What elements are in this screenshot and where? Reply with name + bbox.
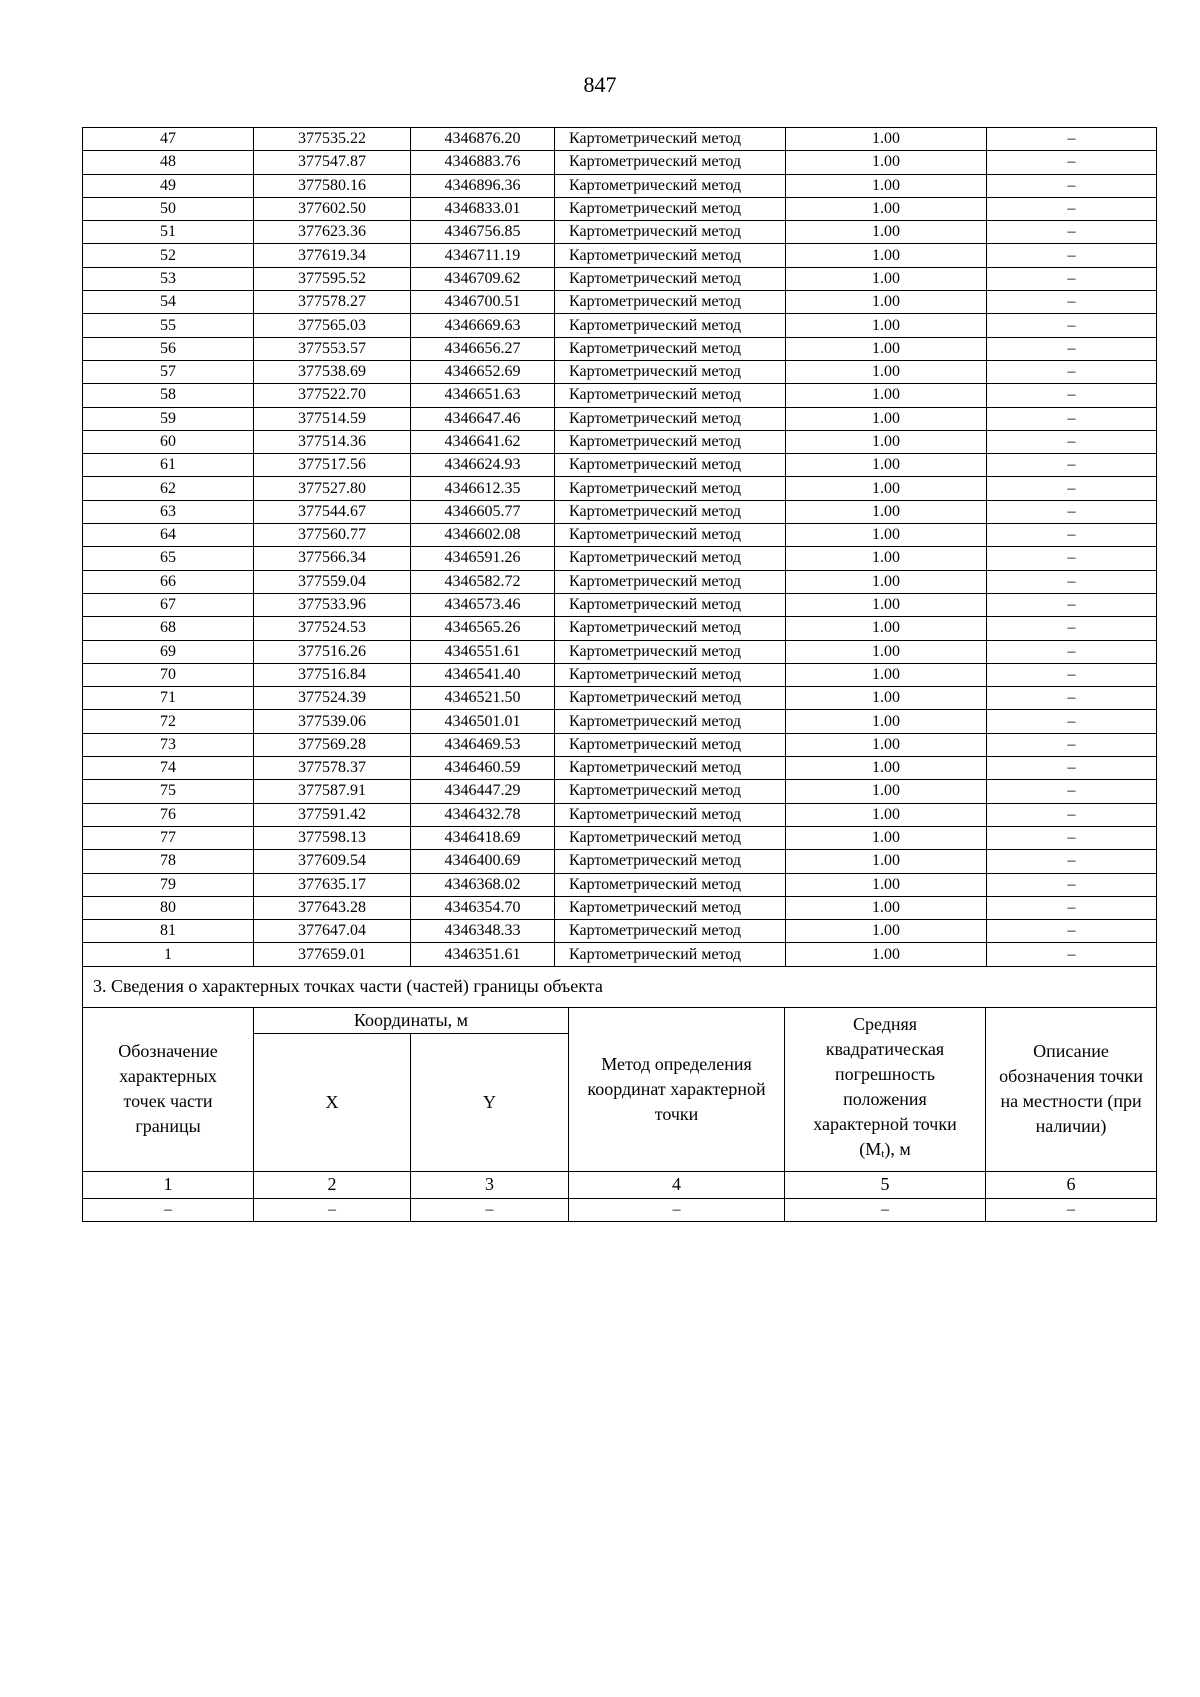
y-coordinate-cell: 4346400.69 [411, 850, 555, 873]
error-cell: 1.00 [786, 920, 987, 943]
table-row [83, 267, 1157, 290]
table-row [83, 617, 1157, 640]
table-row [83, 850, 1157, 873]
table-row [83, 593, 1157, 616]
table-row [83, 430, 1157, 453]
method-cell: Картометрический метод [555, 477, 786, 500]
method-cell: Картометрический метод [555, 547, 786, 570]
error-cell: 1.00 [786, 896, 987, 919]
header-description: Описание обозначения точки на местности (при наличии) [986, 1007, 1157, 1171]
method-cell: Картометрический метод [555, 360, 786, 383]
header-method: Метод определения координат характерной точки [569, 1007, 785, 1171]
description-cell: – [987, 291, 1157, 314]
x-coordinate-cell: 377598.13 [254, 826, 411, 849]
error-cell: 1.00 [786, 617, 987, 640]
description-cell: – [987, 174, 1157, 197]
method-cell: Картометрический метод [555, 826, 786, 849]
point-number-cell: 76 [83, 803, 254, 826]
table-row [83, 896, 1157, 919]
points-table [82, 127, 1157, 967]
y-coordinate-cell: 4346651.63 [411, 384, 555, 407]
table-row [83, 943, 1157, 966]
y-coordinate-cell: 4346460.59 [411, 757, 555, 780]
description-cell: – [987, 826, 1157, 849]
method-cell: Картометрический метод [555, 174, 786, 197]
error-cell: 1.00 [786, 757, 987, 780]
table-row [83, 640, 1157, 663]
error-cell: 1.00 [786, 454, 987, 477]
x-coordinate-cell: 377647.04 [254, 920, 411, 943]
x-coordinate-cell: 377553.57 [254, 337, 411, 360]
point-number-cell: 61 [83, 454, 254, 477]
y-coordinate-cell: 4346624.93 [411, 454, 555, 477]
error-cell: 1.00 [786, 780, 987, 803]
table-row [83, 291, 1157, 314]
method-cell: Картометрический метод [555, 407, 786, 430]
point-number-cell: 56 [83, 337, 254, 360]
description-cell: – [987, 128, 1157, 151]
description-cell: – [987, 314, 1157, 337]
empty-row [83, 1198, 1157, 1221]
section3-table [82, 967, 1157, 1222]
description-cell: – [987, 570, 1157, 593]
header-error-label: Средняя квадратическая погрешность положения характерной точки (M [813, 1013, 957, 1159]
method-cell: Картометрический метод [555, 920, 786, 943]
point-number-cell: 63 [83, 500, 254, 523]
section3-title: 3. Сведения о характерных точках части (частей) границы объекта [83, 967, 1157, 1008]
method-cell: Картометрический метод [555, 570, 786, 593]
method-cell: Картометрический метод [555, 757, 786, 780]
x-coordinate-cell: 377578.37 [254, 757, 411, 780]
point-number-cell: 59 [83, 407, 254, 430]
error-cell: 1.00 [786, 663, 987, 686]
description-cell: – [987, 360, 1157, 383]
header-error-unit: ), м [884, 1138, 911, 1159]
point-number-cell: 75 [83, 780, 254, 803]
header-coordinates: Координаты, м [254, 1007, 569, 1033]
empty-cell: – [785, 1198, 986, 1221]
error-cell: 1.00 [786, 570, 987, 593]
y-coordinate-cell: 4346833.01 [411, 197, 555, 220]
x-coordinate-cell: 377514.59 [254, 407, 411, 430]
point-number-cell: 1 [83, 943, 254, 966]
header-error-subscript: t [881, 1147, 885, 1160]
method-cell: Картометрический метод [555, 687, 786, 710]
method-cell: Картометрический метод [555, 197, 786, 220]
x-coordinate-cell: 377516.84 [254, 663, 411, 686]
error-cell: 1.00 [786, 197, 987, 220]
description-cell: – [987, 617, 1157, 640]
point-number-cell: 74 [83, 757, 254, 780]
table-row [83, 710, 1157, 733]
description-cell: – [987, 500, 1157, 523]
table-row [83, 314, 1157, 337]
method-cell: Картометрический метод [555, 384, 786, 407]
header-error [785, 1007, 986, 1171]
error-cell: 1.00 [786, 430, 987, 453]
x-coordinate-cell: 377535.22 [254, 128, 411, 151]
table-row [83, 757, 1157, 780]
error-cell: 1.00 [786, 500, 987, 523]
x-coordinate-cell: 377539.06 [254, 710, 411, 733]
x-coordinate-cell: 377517.56 [254, 454, 411, 477]
y-coordinate-cell: 4346551.61 [411, 640, 555, 663]
x-coordinate-cell: 377560.77 [254, 524, 411, 547]
description-cell: – [987, 197, 1157, 220]
table-row [83, 454, 1157, 477]
table-row [83, 500, 1157, 523]
x-coordinate-cell: 377580.16 [254, 174, 411, 197]
empty-cell: – [83, 1198, 254, 1221]
x-coordinate-cell: 377595.52 [254, 267, 411, 290]
method-cell: Картометрический метод [555, 593, 786, 616]
x-coordinate-cell: 377643.28 [254, 896, 411, 919]
y-coordinate-cell: 4346605.77 [411, 500, 555, 523]
y-coordinate-cell: 4346354.70 [411, 896, 555, 919]
point-number-cell: 67 [83, 593, 254, 616]
description-cell: – [987, 757, 1157, 780]
table-row [83, 337, 1157, 360]
point-number-cell: 71 [83, 687, 254, 710]
table-row [83, 197, 1157, 220]
method-cell: Картометрический метод [555, 896, 786, 919]
table-row [83, 128, 1157, 151]
header-designation: Обозначение характерных точек части границы [83, 1007, 254, 1171]
error-cell: 1.00 [786, 803, 987, 826]
method-cell: Картометрический метод [555, 663, 786, 686]
method-cell: Картометрический метод [555, 500, 786, 523]
point-number-cell: 55 [83, 314, 254, 337]
y-coordinate-cell: 4346469.53 [411, 733, 555, 756]
column-number: 1 [83, 1171, 254, 1198]
y-coordinate-cell: 4346709.62 [411, 267, 555, 290]
table-row [83, 570, 1157, 593]
description-cell: – [987, 640, 1157, 663]
description-cell: – [987, 687, 1157, 710]
method-cell: Картометрический метод [555, 873, 786, 896]
header-y: Y [411, 1034, 569, 1172]
description-cell: – [987, 803, 1157, 826]
error-cell: 1.00 [786, 593, 987, 616]
column-number: 5 [785, 1171, 986, 1198]
x-coordinate-cell: 377522.70 [254, 384, 411, 407]
point-number-cell: 77 [83, 826, 254, 849]
point-number-cell: 64 [83, 524, 254, 547]
x-coordinate-cell: 377623.36 [254, 221, 411, 244]
header-x: X [254, 1034, 411, 1172]
error-cell: 1.00 [786, 337, 987, 360]
error-cell: 1.00 [786, 360, 987, 383]
description-cell: – [987, 337, 1157, 360]
y-coordinate-cell: 4346883.76 [411, 151, 555, 174]
y-coordinate-cell: 4346641.62 [411, 430, 555, 453]
point-number-cell: 52 [83, 244, 254, 267]
description-cell: – [987, 524, 1157, 547]
table-row [83, 244, 1157, 267]
table-row [83, 384, 1157, 407]
point-number-cell: 54 [83, 291, 254, 314]
table-row [83, 221, 1157, 244]
description-cell: – [987, 873, 1157, 896]
error-cell: 1.00 [786, 687, 987, 710]
point-number-cell: 70 [83, 663, 254, 686]
method-cell: Картометрический метод [555, 314, 786, 337]
table-row [83, 524, 1157, 547]
y-coordinate-cell: 4346700.51 [411, 291, 555, 314]
x-coordinate-cell: 377587.91 [254, 780, 411, 803]
y-coordinate-cell: 4346348.33 [411, 920, 555, 943]
error-cell: 1.00 [786, 128, 987, 151]
method-cell: Картометрический метод [555, 337, 786, 360]
table-row [83, 920, 1157, 943]
error-cell: 1.00 [786, 547, 987, 570]
x-coordinate-cell: 377559.04 [254, 570, 411, 593]
method-cell: Картометрический метод [555, 803, 786, 826]
table-row [83, 687, 1157, 710]
x-coordinate-cell: 377578.27 [254, 291, 411, 314]
method-cell: Картометрический метод [555, 850, 786, 873]
description-cell: – [987, 710, 1157, 733]
point-number-cell: 57 [83, 360, 254, 383]
method-cell: Картометрический метод [555, 710, 786, 733]
empty-cell: – [411, 1198, 569, 1221]
description-cell: – [987, 267, 1157, 290]
table-row [83, 151, 1157, 174]
point-number-cell: 47 [83, 128, 254, 151]
point-number-cell: 50 [83, 197, 254, 220]
method-cell: Картометрический метод [555, 244, 786, 267]
y-coordinate-cell: 4346591.26 [411, 547, 555, 570]
y-coordinate-cell: 4346521.50 [411, 687, 555, 710]
column-number: 3 [411, 1171, 569, 1198]
error-cell: 1.00 [786, 477, 987, 500]
table-row [83, 174, 1157, 197]
description-cell: – [987, 477, 1157, 500]
error-cell: 1.00 [786, 943, 987, 966]
page-number: 847 [583, 72, 617, 97]
description-cell: – [987, 733, 1157, 756]
x-coordinate-cell: 377524.39 [254, 687, 411, 710]
description-cell: – [987, 780, 1157, 803]
x-coordinate-cell: 377544.67 [254, 500, 411, 523]
point-number-cell: 68 [83, 617, 254, 640]
x-coordinate-cell: 377566.34 [254, 547, 411, 570]
y-coordinate-cell: 4346896.36 [411, 174, 555, 197]
description-cell: – [987, 850, 1157, 873]
error-cell: 1.00 [786, 384, 987, 407]
boundary-points-sheet [82, 127, 1156, 1222]
empty-cell: – [986, 1198, 1157, 1221]
y-coordinate-cell: 4346501.01 [411, 710, 555, 733]
table-row [83, 547, 1157, 570]
table-row [83, 733, 1157, 756]
y-coordinate-cell: 4346756.85 [411, 221, 555, 244]
y-coordinate-cell: 4346565.26 [411, 617, 555, 640]
description-cell: – [987, 407, 1157, 430]
error-cell: 1.00 [786, 244, 987, 267]
description-cell: – [987, 663, 1157, 686]
error-cell: 1.00 [786, 314, 987, 337]
y-coordinate-cell: 4346351.61 [411, 943, 555, 966]
error-cell: 1.00 [786, 733, 987, 756]
error-cell: 1.00 [786, 174, 987, 197]
y-coordinate-cell: 4346541.40 [411, 663, 555, 686]
description-cell: – [987, 454, 1157, 477]
error-cell: 1.00 [786, 407, 987, 430]
table-row [83, 803, 1157, 826]
method-cell: Картометрический метод [555, 524, 786, 547]
point-number-cell: 80 [83, 896, 254, 919]
x-coordinate-cell: 377547.87 [254, 151, 411, 174]
table-row [83, 360, 1157, 383]
error-cell: 1.00 [786, 291, 987, 314]
description-cell: – [987, 430, 1157, 453]
method-cell: Картометрический метод [555, 943, 786, 966]
point-number-cell: 72 [83, 710, 254, 733]
y-coordinate-cell: 4346602.08 [411, 524, 555, 547]
x-coordinate-cell: 377569.28 [254, 733, 411, 756]
error-cell: 1.00 [786, 524, 987, 547]
method-cell: Картометрический метод [555, 291, 786, 314]
empty-cell: – [569, 1198, 785, 1221]
point-number-cell: 62 [83, 477, 254, 500]
y-coordinate-cell: 4346368.02 [411, 873, 555, 896]
points-table-body [83, 128, 1157, 967]
column-number: 2 [254, 1171, 411, 1198]
y-coordinate-cell: 4346711.19 [411, 244, 555, 267]
x-coordinate-cell: 377527.80 [254, 477, 411, 500]
point-number-cell: 65 [83, 547, 254, 570]
description-cell: – [987, 384, 1157, 407]
x-coordinate-cell: 377533.96 [254, 593, 411, 616]
y-coordinate-cell: 4346656.27 [411, 337, 555, 360]
method-cell: Картометрический метод [555, 128, 786, 151]
error-cell: 1.00 [786, 640, 987, 663]
table-row [83, 663, 1157, 686]
column-numbers-row [83, 1171, 1157, 1198]
error-cell: 1.00 [786, 826, 987, 849]
description-cell: – [987, 920, 1157, 943]
y-coordinate-cell: 4346876.20 [411, 128, 555, 151]
x-coordinate-cell: 377659.01 [254, 943, 411, 966]
method-cell: Картометрический метод [555, 430, 786, 453]
error-cell: 1.00 [786, 267, 987, 290]
method-cell: Картометрический метод [555, 640, 786, 663]
description-cell: – [987, 221, 1157, 244]
x-coordinate-cell: 377591.42 [254, 803, 411, 826]
point-number-cell: 48 [83, 151, 254, 174]
point-number-cell: 58 [83, 384, 254, 407]
description-cell: – [987, 593, 1157, 616]
point-number-cell: 51 [83, 221, 254, 244]
x-coordinate-cell: 377524.53 [254, 617, 411, 640]
point-number-cell: 73 [83, 733, 254, 756]
y-coordinate-cell: 4346652.69 [411, 360, 555, 383]
table-row [83, 407, 1157, 430]
point-number-cell: 78 [83, 850, 254, 873]
point-number-cell: 60 [83, 430, 254, 453]
x-coordinate-cell: 377635.17 [254, 873, 411, 896]
point-number-cell: 81 [83, 920, 254, 943]
x-coordinate-cell: 377516.26 [254, 640, 411, 663]
description-cell: – [987, 547, 1157, 570]
method-cell: Картометрический метод [555, 267, 786, 290]
error-cell: 1.00 [786, 850, 987, 873]
y-coordinate-cell: 4346669.63 [411, 314, 555, 337]
point-number-cell: 66 [83, 570, 254, 593]
point-number-cell: 53 [83, 267, 254, 290]
method-cell: Картометрический метод [555, 733, 786, 756]
error-cell: 1.00 [786, 873, 987, 896]
y-coordinate-cell: 4346432.78 [411, 803, 555, 826]
table-row [83, 873, 1157, 896]
x-coordinate-cell: 377538.69 [254, 360, 411, 383]
y-coordinate-cell: 4346612.35 [411, 477, 555, 500]
description-cell: – [987, 244, 1157, 267]
method-cell: Картометрический метод [555, 221, 786, 244]
table-row [83, 477, 1157, 500]
y-coordinate-cell: 4346447.29 [411, 780, 555, 803]
point-number-cell: 49 [83, 174, 254, 197]
x-coordinate-cell: 377609.54 [254, 850, 411, 873]
point-number-cell: 69 [83, 640, 254, 663]
method-cell: Картометрический метод [555, 780, 786, 803]
column-number: 6 [986, 1171, 1157, 1198]
table-row [83, 780, 1157, 803]
y-coordinate-cell: 4346573.46 [411, 593, 555, 616]
empty-cell: – [254, 1198, 411, 1221]
y-coordinate-cell: 4346418.69 [411, 826, 555, 849]
point-number-cell: 79 [83, 873, 254, 896]
method-cell: Картометрический метод [555, 617, 786, 640]
method-cell: Картометрический метод [555, 151, 786, 174]
x-coordinate-cell: 377602.50 [254, 197, 411, 220]
description-cell: – [987, 896, 1157, 919]
y-coordinate-cell: 4346647.46 [411, 407, 555, 430]
column-number: 4 [569, 1171, 785, 1198]
error-cell: 1.00 [786, 221, 987, 244]
error-cell: 1.00 [786, 151, 987, 174]
description-cell: – [987, 943, 1157, 966]
y-coordinate-cell: 4346582.72 [411, 570, 555, 593]
x-coordinate-cell: 377565.03 [254, 314, 411, 337]
x-coordinate-cell: 377619.34 [254, 244, 411, 267]
table-row [83, 826, 1157, 849]
error-cell: 1.00 [786, 710, 987, 733]
x-coordinate-cell: 377514.36 [254, 430, 411, 453]
description-cell: – [987, 151, 1157, 174]
method-cell: Картометрический метод [555, 454, 786, 477]
